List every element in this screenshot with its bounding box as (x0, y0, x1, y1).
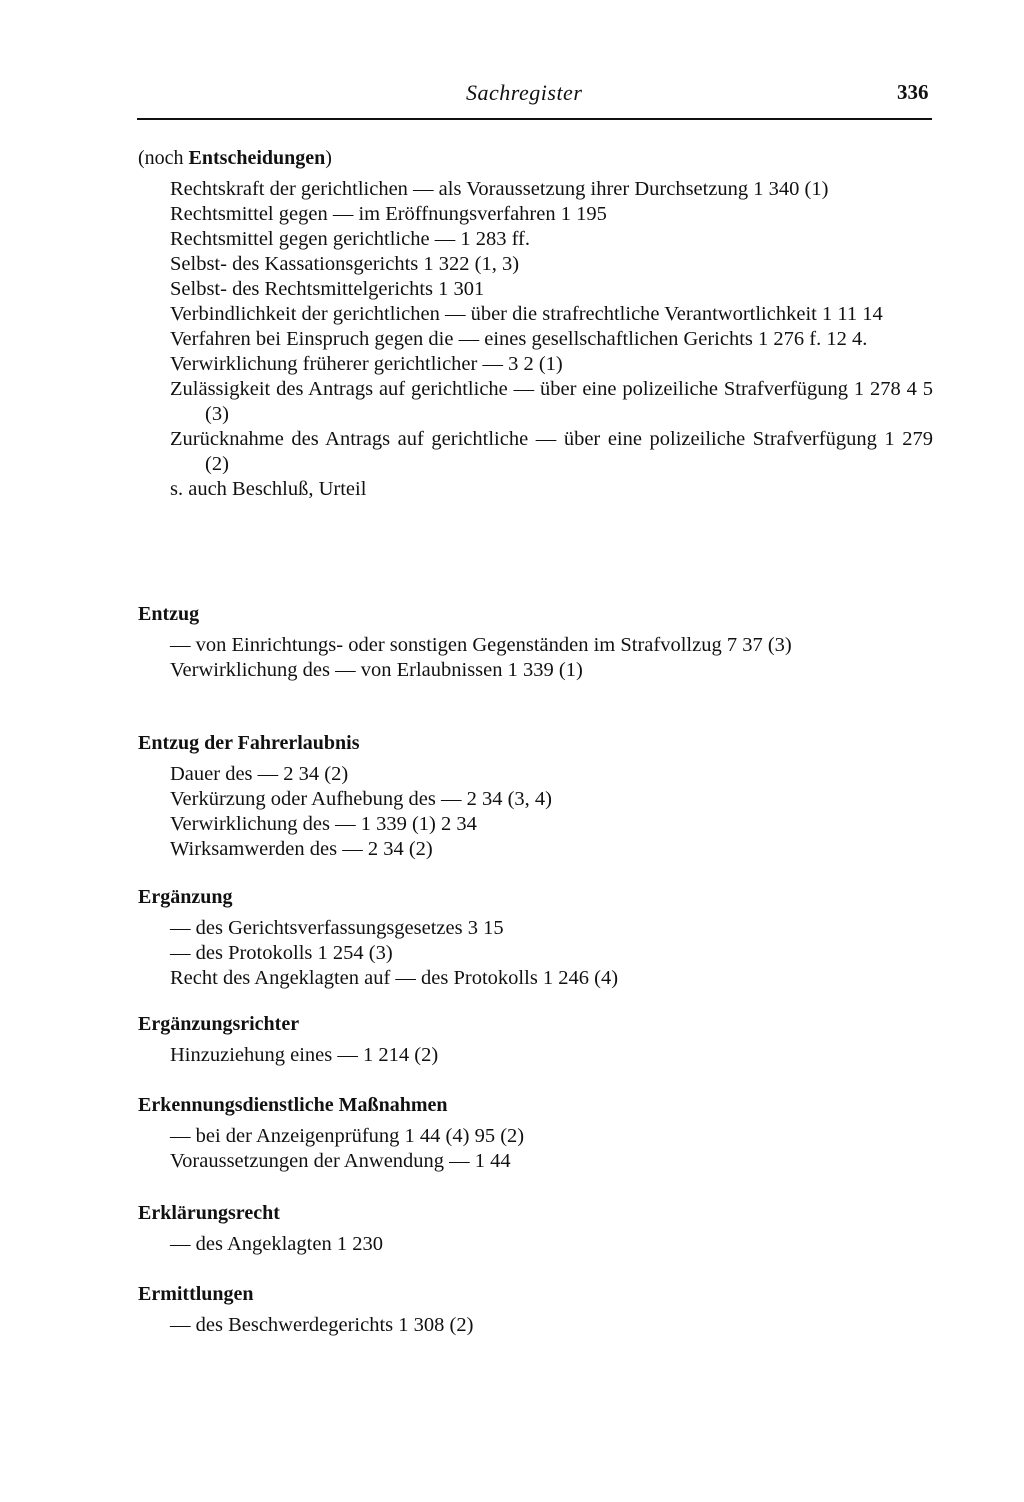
index-entry: s. auch Beschluß, Urteil (170, 478, 367, 500)
index-entry: Zurücknahme des Antrags auf gerichtliche — über eine polizeiliche Strafverfügung 1 279 (2) (170, 428, 933, 475)
index-entry: Verkürzung oder Aufhebung des — 2 34 (3, 4) (170, 788, 553, 810)
index-heading: Entscheidungen (188, 147, 326, 169)
index-entry: Rechtskraft der gerichtlichen — als Voraussetzung ihrer Durchsetzung 1 340 (1) (170, 178, 829, 200)
index-heading: Erkennungsdienstliche Maßnahmen (138, 1094, 448, 1116)
index-entry: Verwirklichung des — 1 339 (1) 2 34 (170, 813, 477, 835)
index-section-erklaerungsrecht (138, 1201, 933, 1257)
index-entry: Zulässigkeit des Antrags auf gerichtliche — über eine polizeiliche Strafverfügung 1 278 4 5 (3) (170, 378, 933, 425)
index-section-ergaenzungsrichter (138, 1012, 933, 1068)
index-entry: — von Einrichtungs- oder sonstigen Gegenständen im Strafvollzug 7 37 (3) (170, 634, 792, 656)
index-entry: Dauer des — 2 34 (2) (170, 763, 349, 785)
index-section-ermittlungen (138, 1282, 933, 1338)
index-heading: Entzug (138, 603, 200, 625)
index-heading: Ermittlungen (138, 1283, 254, 1305)
index-heading-continued: (noch Entscheidungen) (138, 147, 332, 169)
index-entry: Verfahren bei Einspruch gegen die — eines gesellschaftlichen Gerichts 1 276 f. 12 4. (170, 328, 868, 350)
index-entry: Rechtsmittel gegen gerichtliche — 1 283 ff. (170, 228, 530, 250)
index-entry: Verbindlichkeit der gerichtlichen — über die strafrechtliche Verantwortlichkeit 1 11 14 (170, 303, 883, 325)
index-entry: — des Angeklagten 1 230 (170, 1233, 383, 1255)
index-entry: Verwirklichung früherer gerichtlicher — 3 2 (1) (170, 353, 563, 375)
index-entry: Selbst- des Rechtsmittelgerichts 1 301 (170, 278, 485, 300)
index-entry: Selbst- des Kassationsgerichts 1 322 (1, 3) (170, 253, 520, 275)
index-section-entscheidungen (138, 146, 933, 502)
index-entry: Verwirklichung des — von Erlaubnissen 1 339 (1) (170, 659, 583, 681)
index-entry: Rechtsmittel gegen — im Eröffnungsverfahren 1 195 (170, 203, 607, 225)
index-entry: — des Beschwerdegerichts 1 308 (2) (170, 1314, 474, 1336)
index-entry: Hinzuziehung eines — 1 214 (2) (170, 1044, 439, 1066)
index-entry: — des Protokolls 1 254 (3) (170, 942, 393, 964)
index-heading: Ergänzung (138, 886, 233, 908)
index-section-ergaenzung (138, 885, 933, 991)
index-entry: Voraussetzungen der Anwendung — 1 44 (170, 1150, 511, 1172)
index-section-erkennungsdienstliche-massnahmen (138, 1093, 933, 1174)
index-heading: Erklärungsrecht (138, 1202, 280, 1224)
index-heading: Entzug der Fahrerlaubnis (138, 732, 360, 754)
index-entry: Recht des Angeklagten auf — des Protokolls 1 246 (4) (170, 967, 619, 989)
header-rule (137, 118, 932, 120)
index-entry: — bei der Anzeigenprüfung 1 44 (4) 95 (2) (170, 1125, 525, 1147)
page-number: 336 (897, 80, 929, 104)
index-entry: — des Gerichtsverfassungsgesetzes 3 15 (170, 917, 504, 939)
index-section-entzug (138, 602, 933, 683)
index-heading: Ergänzungsrichter (138, 1013, 300, 1035)
running-header-title: Sachregister (466, 80, 583, 105)
index-entry: Wirksamwerden des — 2 34 (2) (170, 838, 433, 860)
index-section-entzug-der-fahrerlaubnis (138, 731, 933, 862)
